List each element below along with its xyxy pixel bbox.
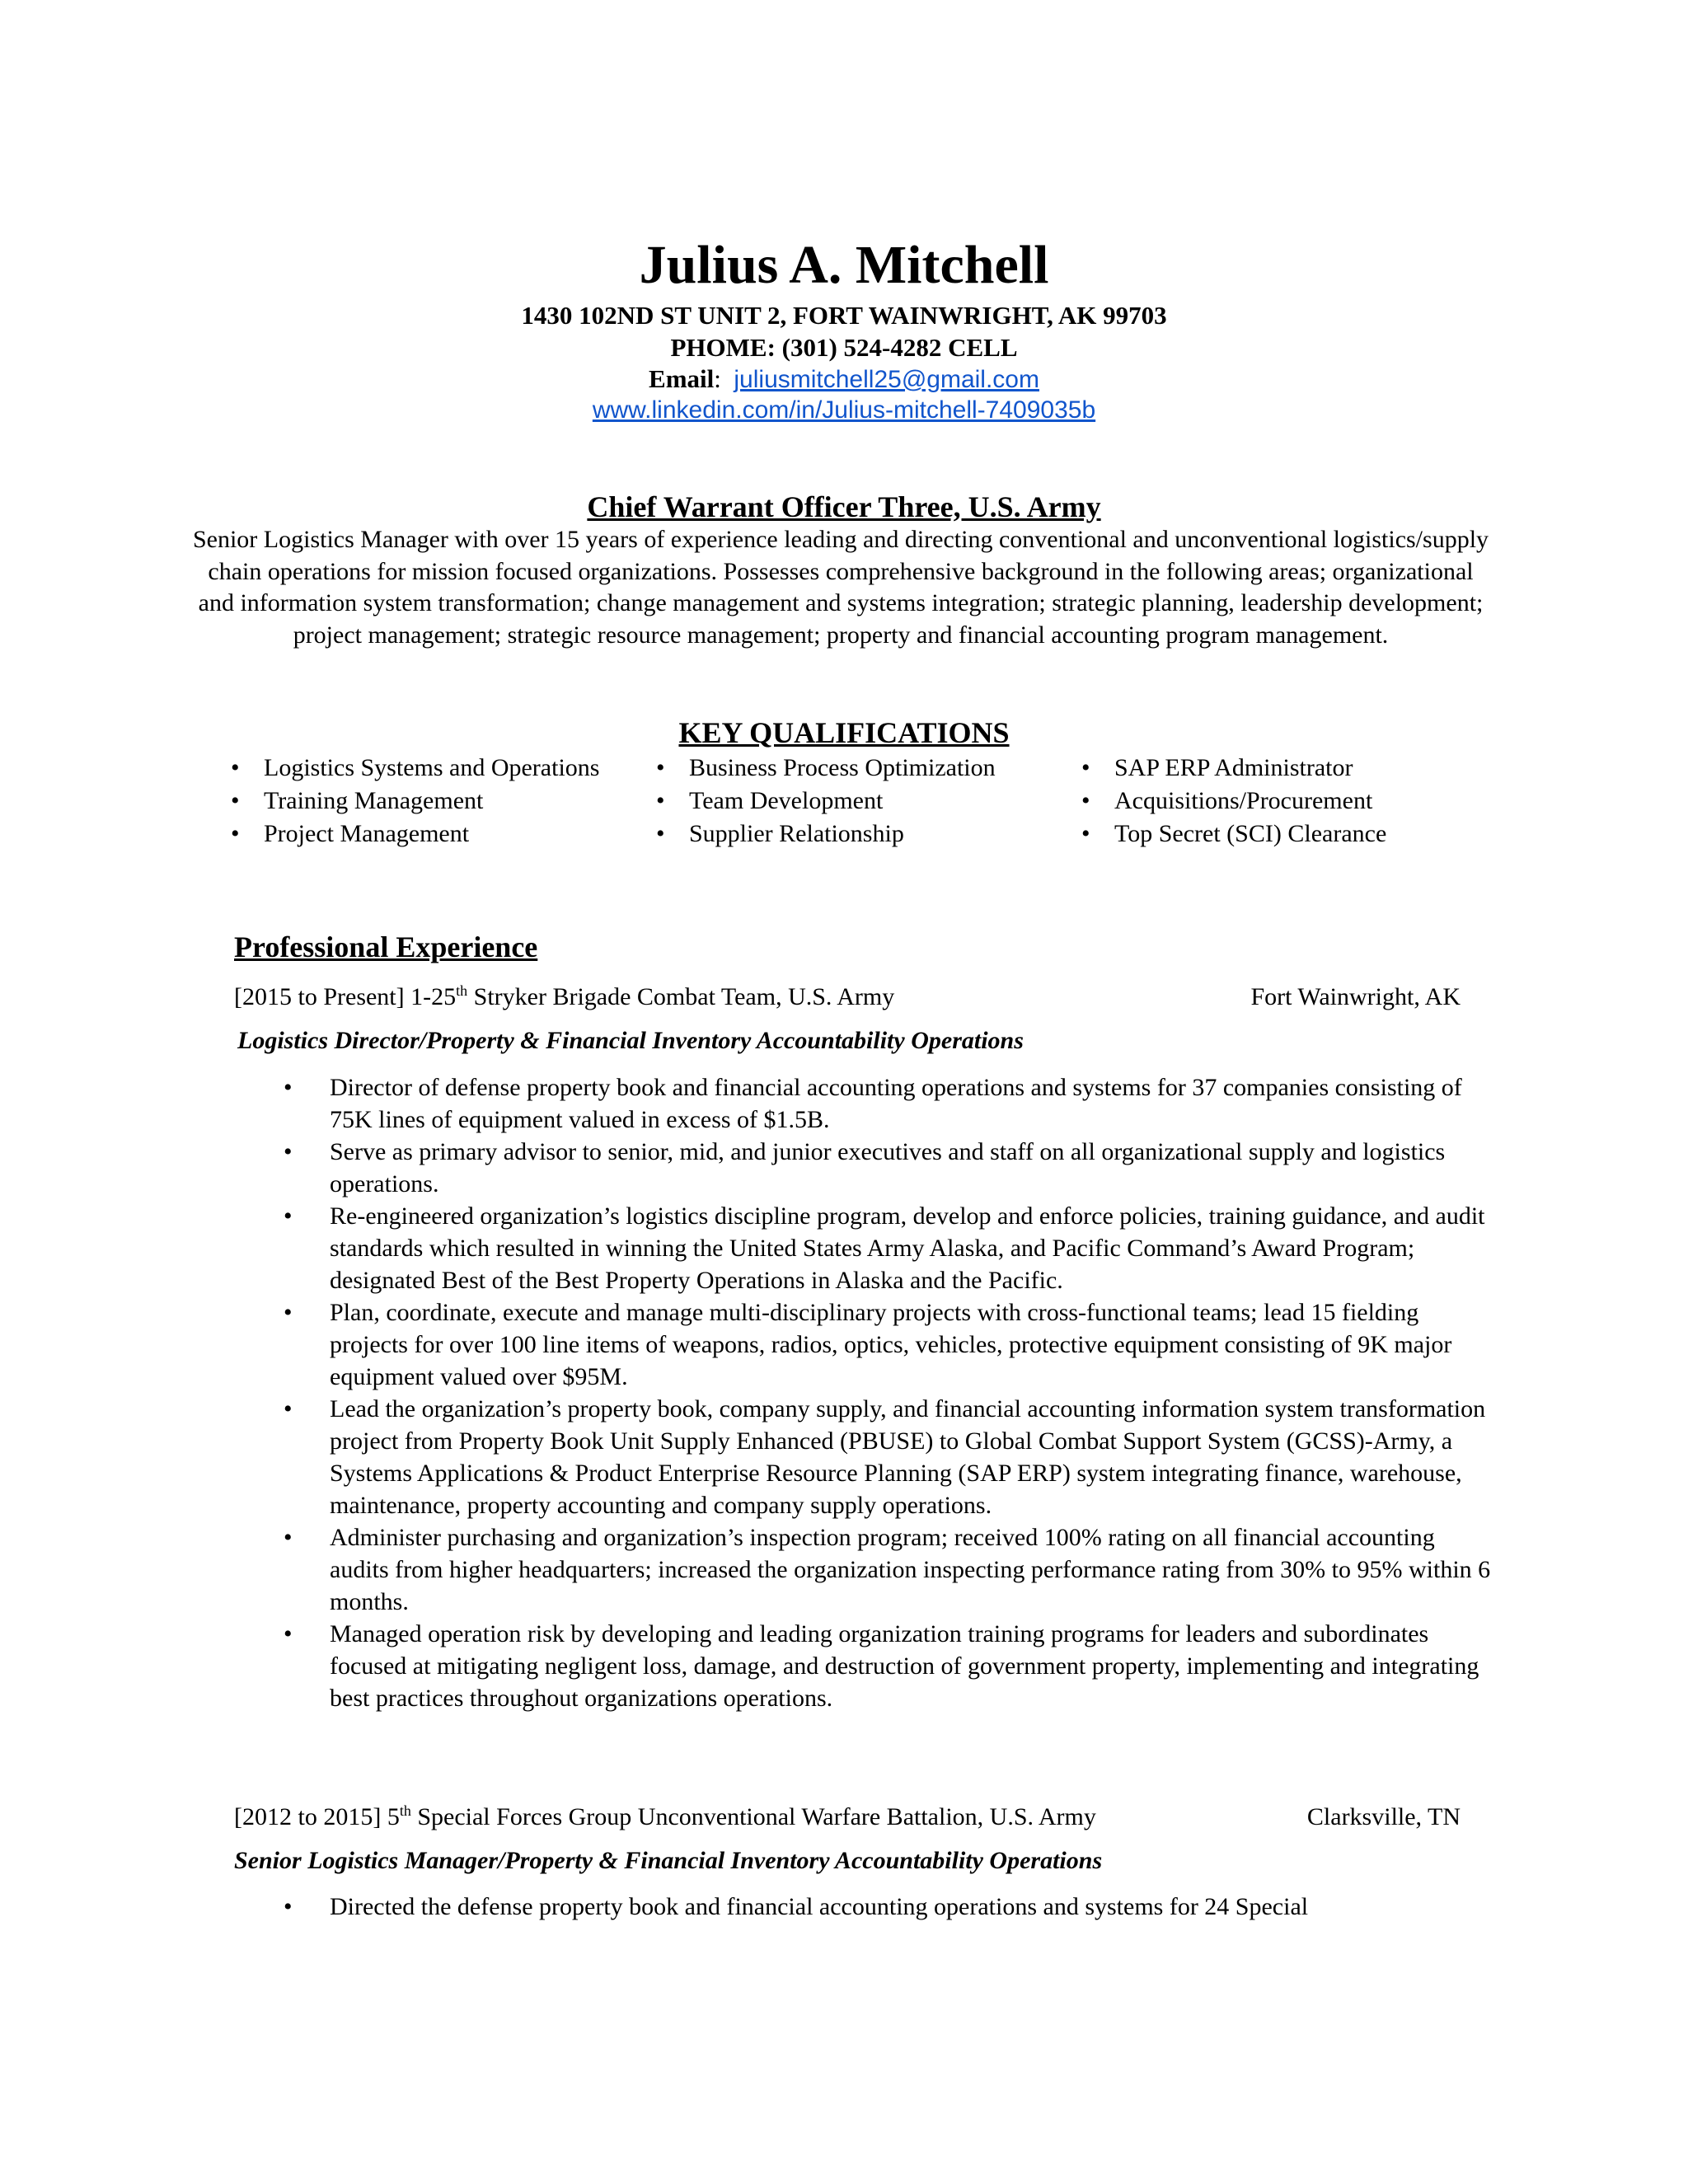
email-link[interactable]: juliusmitchell25@gmail.com (734, 366, 1039, 393)
qualification-item: • SAP ERP Administrator (1078, 752, 1386, 785)
email-line (0, 363, 1688, 396)
experience-section-title: Professional Experience (234, 930, 538, 963)
qualification-item: • Acquisitions/Procurement (1078, 785, 1386, 818)
qualification-item: • Training Management (227, 785, 599, 818)
phone-number: PHOME: (301) 524-4282 CELL (670, 333, 1018, 362)
job-bullet: • Managed operation risk by developing and leading organization training programs for leaders and subordinates focused at mitigating negligent loss, damage, and destruction of government property, implementing and integrating best practices throughout organizations operations. (330, 1618, 1492, 1714)
job-1-dates-prefix: [2015 to Present] 1-25 (234, 983, 457, 1010)
job-1-dates-unit (234, 983, 894, 1010)
job-2-dates-prefix: [2012 to 2015] 5 (234, 1803, 400, 1830)
qualification-item: • Project Management (227, 818, 599, 851)
qualifications-column-2 (653, 752, 996, 851)
email-label: Email (649, 364, 715, 393)
job-bullet: • Plan, coordinate, execute and manage multi-disciplinary projects with cross-functional teams; lead 15 fielding projects for over 100 line items of weapons, radios, optics, vehicles, protective equipment consisting of 9K major equipment valued over $95M. (330, 1296, 1492, 1393)
job-bullet: • Directed the defense property book and financial accounting operations and systems for 24 Special (330, 1891, 1492, 1923)
job-2-location: Clarksville, TN (1306, 1803, 1461, 1830)
job-2-bullets (330, 1891, 1492, 1923)
job-1-heading (234, 981, 1461, 1014)
professional-headline: Chief Warrant Officer Three, U.S. Army (587, 490, 1101, 523)
job-bullet: • Re-engineered organization’s logistics discipline program, develop and enforce policies, training guidance, and audit standards which resulted in winning the United States Army Alaska, and Pacific Command’s Award Program; designated Best of the Best Property Operations in Alaska and the Pacific. (330, 1200, 1492, 1296)
key-qualifications-title: KEY QUALIFICATIONS (678, 716, 1010, 749)
job-2-dates-unit (234, 1803, 1096, 1830)
linkedin-link[interactable]: www.linkedin.com/in/Julius-mitchell-7409035b (592, 396, 1096, 424)
professional-summary: Senior Logistics Manager with over 15 years of experience leading and directing conventional and unconventional logistics/supply chain operations for mission focused organizations. Possesses comprehensive background in the following areas; organizational and information system transformation; change management and systems integration; strategic planning, leadership development; project management; strategic resource management; property and financial accounting program management. (192, 526, 1489, 649)
job-bullet: • Administer purchasing and organization’s inspection program; received 100% rating on all financial accounting audits from higher headquarters; increased the organization inspecting performance rating from 30% to 95% within 6 months. (330, 1521, 1492, 1618)
qualification-item: • Top Secret (SCI) Clearance (1078, 818, 1386, 851)
candidate-name: Julius A. Mitchell (639, 235, 1049, 295)
job-bullet: • Serve as primary advisor to senior, mid, and junior executives and staff on all organizational supply and logistics operations. (330, 1136, 1492, 1200)
job-2-superscript: th (399, 1802, 411, 1819)
qualifications-column-3 (1078, 752, 1386, 851)
qualification-item: • Logistics Systems and Operations (227, 752, 599, 785)
job-2-title: Senior Logistics Manager/Property & Financial Inventory Accountability Operations (234, 1847, 1103, 1874)
qualification-item: • Team Development (653, 785, 996, 818)
job-1-unit-name: Stryker Brigade Combat Team, U.S. Army (467, 983, 895, 1010)
job-2-unit-name: Special Forces Group Unconventional Warfare Battalion, U.S. Army (410, 1803, 1096, 1830)
job-bullet: • Lead the organization’s property book, company supply, and financial accounting information system transformation project from Property Book Unit Supply Enhanced (PBUSE) to Global Combat Support System (GCSS)-Army, a Systems Applications & Product Enterprise Resource Planning (SAP ERP) system integrating finance, warehouse, maintenance, property accounting and company supply operations. (330, 1393, 1492, 1521)
email-colon: : (714, 364, 734, 393)
job-bullet: • Director of defense property book and financial accounting operations and systems for 37 companies consisting of 75K lines of equipment valued in excess of $1.5B. (330, 1071, 1492, 1136)
job-1-title: Logistics Director/Property & Financial Inventory Accountability Operations (237, 1027, 1024, 1054)
qualification-item: • Supplier Relationship (653, 818, 996, 851)
job-1-superscript: th (456, 982, 468, 999)
linkedin-line (0, 395, 1688, 430)
qualifications-column-1 (227, 752, 599, 851)
job-1-location: Fort Wainwright, AK (1250, 983, 1461, 1010)
job-1-bullets (330, 1071, 1492, 1714)
job-2-heading (234, 1801, 1461, 1834)
mailing-address: 1430 102ND ST UNIT 2, FORT WAINWRIGHT, AK 99703 (521, 301, 1167, 330)
qualification-item: • Business Process Optimization (653, 752, 996, 785)
